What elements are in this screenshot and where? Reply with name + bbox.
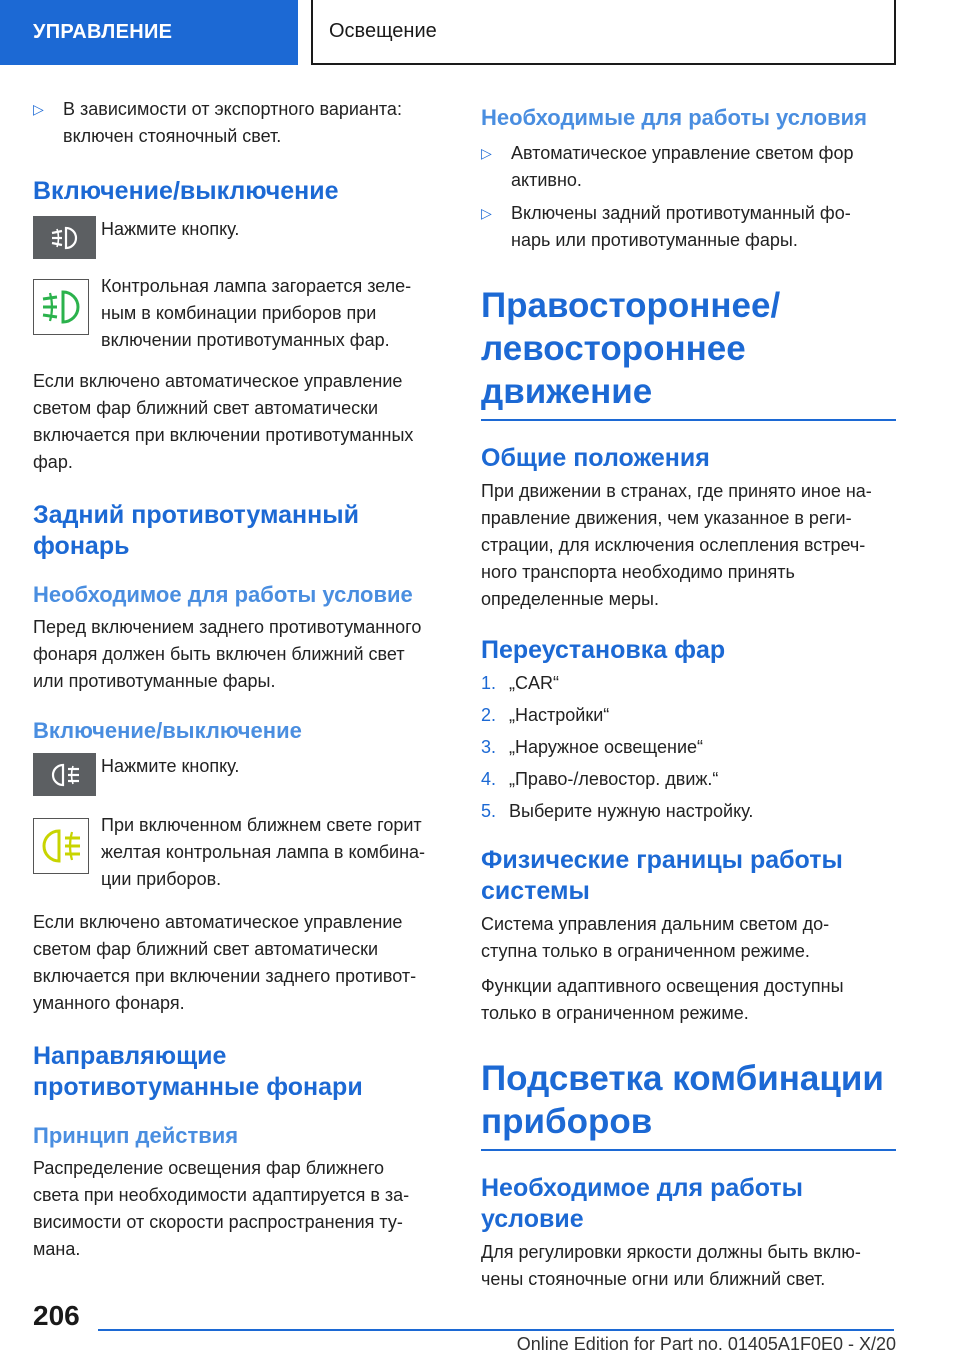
list-item: 5. Выберите нужную настройку. [481, 801, 754, 821]
heading-switch-2: Включение/выключение [33, 718, 302, 743]
heading-principle: Принцип действия [33, 1123, 239, 1148]
principle-paragraph: Распределение освещения фар ближнего света при необходимости адаптируется в за- висимости от скорости распространения ту- мана. [33, 1158, 410, 1259]
left-column [33, 96, 453, 1263]
page-number: 206 [33, 1300, 80, 1331]
list-item: 2. „Настройки“ [481, 705, 610, 725]
limits-paragraph: Система управления дальним светом до- ступна только в ограниченном режиме. [481, 914, 830, 961]
list-item: 1. „CAR“ [481, 673, 559, 693]
bullet-triangle-icon: ▷ [481, 205, 492, 221]
bullet-triangle-icon: ▷ [33, 101, 44, 117]
chapter-title: Освещение [329, 20, 437, 42]
heading-adaptive-fog: Направляющие противотуманные фонари [33, 1042, 363, 1101]
auto-paragraph-2: Если включено автоматическое управление светом фар ближний свет автоматически включается при включении заднего противот- уманного фонаря. [33, 912, 417, 1013]
press-button-row [33, 216, 453, 259]
heading-general: Общие положения [481, 444, 710, 472]
edition-link[interactable]: Online Edition for Part no. 01405A1F0E0 - X/20 [516, 1334, 896, 1354]
requirement-paragraph: Перед включением заднего противотуманного фонаря должен быть включен ближний свет или противотуманные фары. [33, 617, 422, 691]
heading-instrument-lighting: Подсветка комбинации приборов [481, 1059, 884, 1141]
bullet-triangle-icon: ▷ [481, 145, 492, 161]
press-button-row-2 [33, 753, 453, 796]
front-fog-button-icon [33, 216, 96, 259]
requirement-paragraph-3: Для регулировки яркости должны быть вклю- чены стояночные огни или ближний свет. [481, 1242, 861, 1289]
indicator-row-2: При включенном ближнем свете горит желтая контрольная лампа в комбина- ции приборов. [33, 818, 453, 893]
section-divider [481, 419, 896, 421]
heading-requirements: Необходимые для работы условия [481, 105, 867, 130]
list-item: ▷ В зависимости от экспортного варианта: включен стояночный свет. [33, 96, 453, 150]
heading-traffic: Правостороннее/ левостороннее движение [481, 286, 781, 411]
header-section-tab [0, 0, 298, 65]
press-text: Нажмите кнопку. [101, 219, 240, 239]
rear-fog-button-icon [33, 753, 96, 796]
heading-rear-fog: Задний противотуманный фонарь [33, 501, 359, 560]
steps-list [481, 670, 896, 825]
footer-divider [98, 1329, 894, 1331]
section-divider [481, 1149, 896, 1151]
list-item: 3. „Наружное освещение“ [481, 737, 704, 757]
press-text-2: Нажмите кнопку. [101, 756, 240, 776]
heading-switch: Включение/выключение [33, 177, 339, 205]
general-paragraph: При движении в странах, где принято иное на- правление движения, чем указанное в реги- страции, для исключения ослепления встреч- ного транспорта необходимо принять определенные меры. [481, 481, 872, 609]
header-chapter-tab [311, 0, 896, 65]
heading-limits: Физические границы работы системы [481, 846, 843, 905]
heading-requirement-3: Необходимое для работы условие [481, 1174, 803, 1233]
auto-paragraph: Если включено автоматическое управление светом фар ближний свет автоматически включается при включении противотуманных фар. [33, 371, 414, 472]
rear-fog-indicator-icon [33, 818, 89, 874]
heading-reset: Переустановка фар [481, 636, 726, 664]
list-item: ▷ Включены задний противотуманный фо- нарь или противотуманные фары. [481, 200, 896, 254]
limits-paragraph-2: Функции адаптивного освещения доступны только в ограниченном режиме. [481, 976, 844, 1023]
section-title: УПРАВЛЕНИЕ [33, 21, 173, 43]
heading-requirement: Необходимое для работы условие [33, 582, 413, 607]
list-item: 4. „Право-/левостор. движ.“ [481, 769, 719, 789]
list-item: ▷ Автоматическое управление светом фор активно. [481, 140, 896, 194]
front-fog-indicator-icon [33, 279, 89, 335]
right-column [481, 96, 896, 1293]
indicator-row: Контрольная лампа загорается зеле- ным в комбинации приборов при включении противотуманных фар. [33, 279, 453, 354]
